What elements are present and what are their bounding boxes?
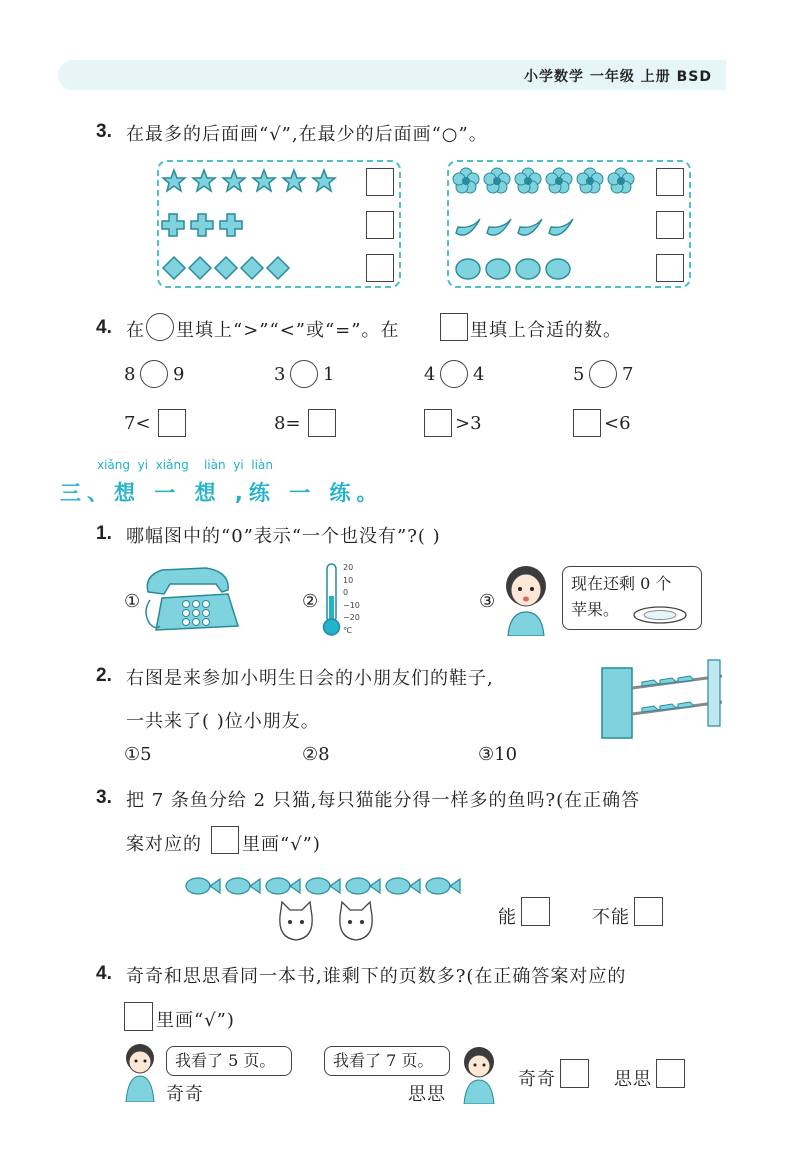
p1-number: 1. xyxy=(96,523,112,544)
flower-icon xyxy=(608,168,634,193)
thermometer-scale: 20 10 0 −10 −20 ℃ xyxy=(343,563,360,635)
shoe-rack-icon xyxy=(598,656,728,740)
fill3-text: >3 xyxy=(455,413,482,434)
p3-line2b: 里画“√”) xyxy=(242,834,321,855)
qiqi-bubble-text: 我看了 5 页。 xyxy=(175,1051,276,1070)
section3-pinyin: xiǎng yi xiǎng liàn yi liàn xyxy=(97,458,273,472)
cmp1-left: 8 xyxy=(124,364,136,385)
p1-option2-label: ② xyxy=(302,591,319,612)
flower-icon xyxy=(515,168,541,193)
q3-answer-box-bananas[interactable] xyxy=(656,211,684,239)
diamond-icon xyxy=(189,257,211,279)
cmp1-circle[interactable] xyxy=(140,360,168,388)
qiqi-speech-bubble xyxy=(166,1046,292,1076)
q3-answer-box-stars[interactable] xyxy=(366,168,394,196)
girl-sisi-icon xyxy=(454,1046,504,1104)
p1-option3-label: ③ xyxy=(479,591,496,612)
cmp3-right: 4 xyxy=(473,364,485,385)
p3-can-box[interactable] xyxy=(521,897,550,926)
girl-icon xyxy=(496,560,556,636)
sisi-bubble-text: 我看了 7 页。 xyxy=(333,1051,434,1070)
p4-answer-qiqi-label: 奇奇 xyxy=(518,1069,556,1090)
fill2-box[interactable] xyxy=(308,409,336,437)
cmp2-left: 3 xyxy=(274,364,286,385)
banana-icon xyxy=(518,219,542,235)
p2-option-b: ②8 xyxy=(302,744,330,765)
q4-number: 4. xyxy=(96,317,112,338)
cmp4-circle[interactable] xyxy=(589,360,617,388)
star-icon xyxy=(223,170,245,191)
q4-text-1: 在 xyxy=(126,320,145,341)
cross-icon xyxy=(162,214,184,236)
fish-icon xyxy=(426,878,460,894)
q3-answer-box-tomatoes[interactable] xyxy=(656,254,684,282)
p2-number: 2. xyxy=(96,665,112,686)
q3-answer-box-flowers[interactable] xyxy=(656,168,684,196)
fill2-text: 8= xyxy=(274,413,301,434)
p2-line2: 一共来了( )位小朋友。 xyxy=(126,711,320,732)
p1-text: 哪幅图中的“0”表示“一个也没有”?( ) xyxy=(126,526,441,547)
diamond-icon xyxy=(241,257,263,279)
bubble-line-1: 现在还剩 0 个 xyxy=(571,574,672,593)
fish-icon xyxy=(306,878,340,894)
flower-icon xyxy=(453,168,479,193)
q3-text: 在最多的后面画“√”,在最少的后面画“○”。 xyxy=(126,124,488,145)
star-icon xyxy=(193,170,215,191)
star-icon-row xyxy=(163,170,335,191)
p4-line2: 里画“√”) xyxy=(156,1010,235,1031)
p4-answer-qiqi-box[interactable] xyxy=(560,1059,589,1088)
p1-option1-label: ① xyxy=(124,591,141,612)
star-icon xyxy=(163,170,185,191)
cross-icon xyxy=(191,214,213,236)
fish-icon-row xyxy=(186,878,460,894)
fill3-box[interactable] xyxy=(424,409,452,437)
q3-answer-box-diamonds[interactable] xyxy=(366,254,394,282)
fish-icon xyxy=(346,878,380,894)
p3-cannot-box[interactable] xyxy=(634,897,663,926)
cmp3-left: 4 xyxy=(424,364,436,385)
banana-icon xyxy=(487,219,511,235)
cmp2-circle[interactable] xyxy=(290,360,318,388)
flower-icon xyxy=(546,168,572,193)
header-text: 小学数学 一年级 上册 BSD xyxy=(524,69,712,85)
cmp4-left: 5 xyxy=(573,364,585,385)
flower-icon xyxy=(484,168,510,193)
cmp2-right: 1 xyxy=(323,364,335,385)
q3-answer-box-crosses[interactable] xyxy=(366,211,394,239)
p2-line1: 右图是来参加小明生日会的小朋友们的鞋子, xyxy=(126,668,494,689)
cmp1-right: 9 xyxy=(173,364,185,385)
q4-text-3: 里填上合适的数。 xyxy=(470,320,622,341)
flower-icon xyxy=(577,168,603,193)
p4-answer-sisi-box[interactable] xyxy=(656,1059,685,1088)
p4-answer-sisi-label: 思思 xyxy=(614,1069,652,1090)
boy-qiqi-icon xyxy=(118,1042,168,1102)
p4-box-sample xyxy=(124,1002,153,1031)
star-icon xyxy=(313,170,335,191)
p3-can-label: 能 xyxy=(498,907,517,928)
fill1-box[interactable] xyxy=(158,409,186,437)
header-bar xyxy=(58,60,726,90)
cat-icon xyxy=(280,902,312,940)
cmp3-circle[interactable] xyxy=(440,360,468,388)
tomato-icon xyxy=(456,259,480,279)
tomato-icon xyxy=(546,259,570,279)
q4-box-sample xyxy=(440,313,468,341)
p2-option-c: ③10 xyxy=(478,744,518,765)
tomato-icon xyxy=(516,259,540,279)
cat-icon xyxy=(340,902,372,940)
p3-line1: 把 7 条鱼分给 2 只猫,每只猫能分得一样多的鱼吗?(在正确答 xyxy=(126,790,641,811)
sisi-name: 思思 xyxy=(408,1084,446,1105)
sisi-speech-bubble xyxy=(324,1046,450,1076)
q4-text-2: 里填上“>”“<”或“=”。在 xyxy=(176,320,400,341)
telephone-icon xyxy=(142,562,242,634)
q4-circle-sample xyxy=(146,313,174,341)
q3-right-shapes xyxy=(450,163,650,287)
star-icon xyxy=(283,170,305,191)
fill1-text: 7< xyxy=(124,413,151,434)
cross-icon xyxy=(220,214,242,236)
p3-cannot-label: 不能 xyxy=(592,907,630,928)
tomato-icon xyxy=(486,259,510,279)
p3-box-sample xyxy=(211,826,239,854)
q3-number: 3. xyxy=(96,121,112,142)
fill4-text: <6 xyxy=(604,413,631,434)
banana-icon xyxy=(549,219,573,235)
p3-line2a: 案对应的 xyxy=(126,834,202,855)
q3-left-shapes xyxy=(160,163,400,287)
fish-icon xyxy=(386,878,420,894)
banana-icon-row xyxy=(456,219,573,235)
p2-option-a: ①5 xyxy=(124,744,152,765)
empty-plate-icon xyxy=(632,604,688,626)
fish-icon xyxy=(226,878,260,894)
flower-icon-row xyxy=(453,168,634,193)
qiqi-name: 奇奇 xyxy=(166,1084,204,1105)
bubble-line-2: 苹果。 xyxy=(571,600,620,619)
banana-icon xyxy=(456,219,480,235)
cmp4-right: 7 xyxy=(622,364,634,385)
fill4-box[interactable] xyxy=(573,409,601,437)
diamond-icon xyxy=(163,257,185,279)
fish-icon xyxy=(186,878,220,894)
tomato-icon-row xyxy=(456,259,570,279)
p3-number: 3. xyxy=(96,787,112,808)
star-icon xyxy=(253,170,275,191)
p4-line1: 奇奇和思思看同一本书,谁剩下的页数多?(在正确答案对应的 xyxy=(126,966,627,987)
fish-and-cats xyxy=(180,870,470,942)
section3-title: 三、想 一 想 ,练 一 练。 xyxy=(60,481,384,505)
diamond-icon xyxy=(215,257,237,279)
fish-icon xyxy=(266,878,300,894)
p4-number: 4. xyxy=(96,963,112,984)
diamond-icon xyxy=(267,257,289,279)
